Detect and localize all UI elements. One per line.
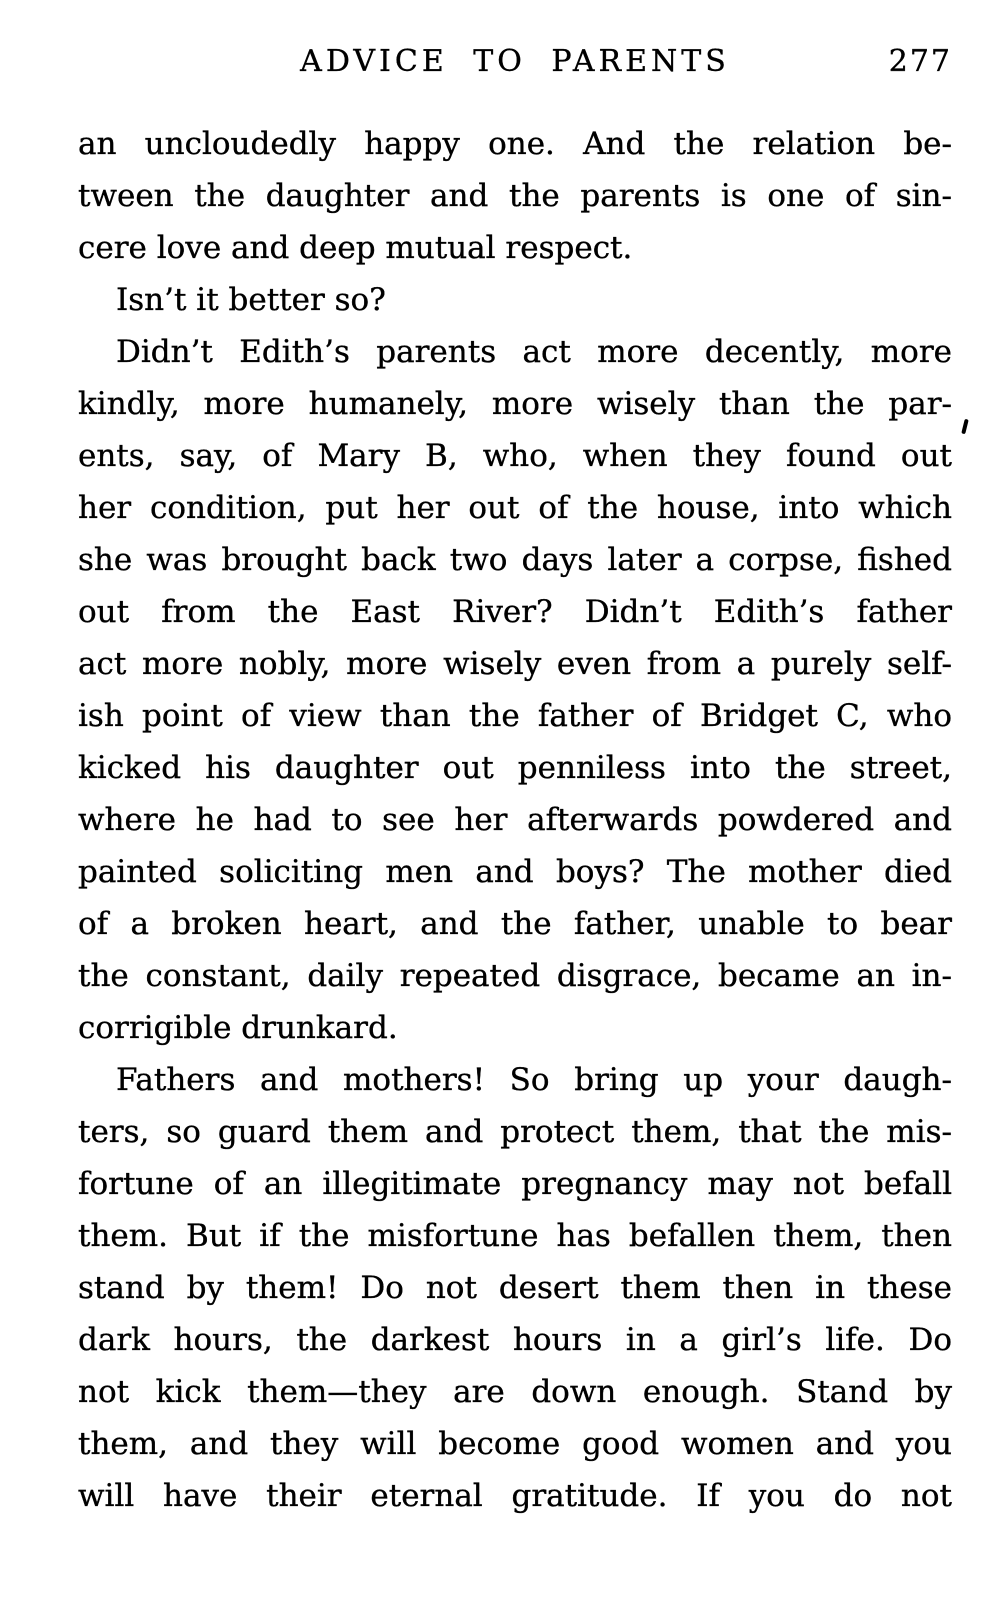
text-line: ish point of view than the father of Bridget C, who bbox=[78, 698, 952, 734]
text-line: an uncloudedly happy one. And the relation be- bbox=[78, 126, 952, 162]
text-line: the constant, daily repeated disgrace, became an in- bbox=[78, 958, 952, 994]
text-line: corrigible drunkard. bbox=[78, 1010, 398, 1046]
text-line: of a broken heart, and the father, unable to bear bbox=[78, 906, 952, 942]
text-line: Isn’t it better so? bbox=[116, 282, 386, 318]
text-line: Didn’t Edith’s parents act more decently, more bbox=[116, 334, 952, 370]
text-line: act more nobly, more wisely even from a purely self- bbox=[78, 646, 952, 682]
text-line: tween the daughter and the parents is one of sin- bbox=[78, 178, 952, 214]
text-line: them, and they will become good women and you bbox=[78, 1426, 952, 1462]
page-number: 277 bbox=[888, 44, 952, 79]
text-line: she was brought back two days later a corpse, fished bbox=[78, 542, 952, 578]
text-line: painted soliciting men and boys? The mother died bbox=[78, 854, 952, 890]
text-line: fortune of an illegitimate pregnancy may not befall bbox=[78, 1166, 952, 1202]
text-line: her condition, put her out of the house, into which bbox=[78, 490, 952, 526]
page-header bbox=[78, 44, 952, 84]
running-title: ADVICE TO PARENTS bbox=[300, 44, 730, 79]
text-line: cere love and deep mutual respect. bbox=[78, 230, 633, 266]
body-text bbox=[78, 118, 952, 1522]
stray-ink-mark bbox=[961, 419, 969, 435]
text-line: where he had to see her afterwards powdered and bbox=[78, 802, 952, 838]
text-line: Fathers and mothers! So bring up your daugh- bbox=[116, 1062, 952, 1098]
text-line: not kick them—they are down enough. Stand by bbox=[78, 1374, 952, 1410]
text-line: out from the East River? Didn’t Edith’s father bbox=[78, 594, 952, 630]
text-line: kindly, more humanely, more wisely than the par- bbox=[78, 386, 952, 422]
text-line: will have their eternal gratitude. If you do not bbox=[78, 1478, 952, 1514]
text-line: ents, say, of Mary B, who, when they found out bbox=[78, 438, 952, 474]
text-line: kicked his daughter out penniless into the street, bbox=[78, 750, 952, 786]
text-line: dark hours, the darkest hours in a girl’s life. Do bbox=[78, 1322, 952, 1358]
text-line: ters, so guard them and protect them, that the mis- bbox=[78, 1114, 952, 1150]
text-line: stand by them! Do not desert them then in these bbox=[78, 1270, 952, 1306]
text-line: them. But if the misfortune has befallen them, then bbox=[78, 1218, 952, 1254]
